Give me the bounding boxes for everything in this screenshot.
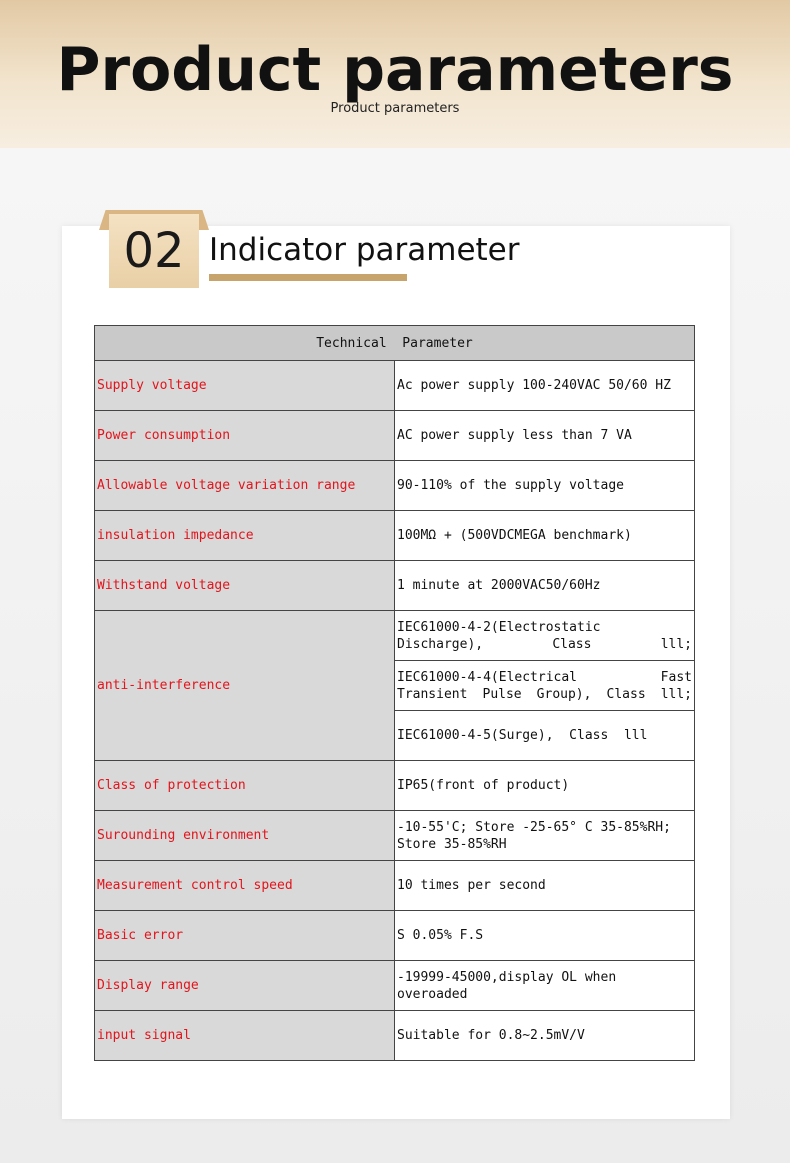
param-key: Class of protection xyxy=(95,761,395,811)
param-value: Ac power supply 100-240VAC 50/60 HZ xyxy=(395,361,695,411)
param-value: 100MΩ + (500VDCMEGA benchmark) xyxy=(395,511,695,561)
param-value: IP65(front of product) xyxy=(395,761,695,811)
header-banner xyxy=(0,0,790,148)
param-value: IEC61000-4-4(Electrical Fast Transient Pulse Group), Class lll; xyxy=(395,661,695,711)
param-value: -19999-45000,display OL when overoaded xyxy=(395,961,695,1011)
table-row xyxy=(95,361,695,411)
param-key: Measurement control speed xyxy=(95,861,395,911)
param-value: IEC61000-4-2(Electrostatic Discharge), Class lll; xyxy=(395,611,695,661)
param-value: Suitable for 0.8~2.5mV/V xyxy=(395,1011,695,1061)
param-value: 1 minute at 2000VAC50/60Hz xyxy=(395,561,695,611)
table-row xyxy=(95,761,695,811)
table-row xyxy=(95,811,695,861)
table-row xyxy=(95,461,695,511)
table-row xyxy=(95,561,695,611)
param-key: input signal xyxy=(95,1011,395,1061)
param-value: S 0.05% F.S xyxy=(395,911,695,961)
table-row xyxy=(95,411,695,461)
param-value: 10 times per second xyxy=(395,861,695,911)
table-row xyxy=(95,961,695,1011)
param-key: Basic error xyxy=(95,911,395,961)
table-row xyxy=(95,611,695,661)
param-value: AC power supply less than 7 VA xyxy=(395,411,695,461)
section-underline xyxy=(209,274,407,281)
table-row xyxy=(95,1011,695,1061)
section-number-badge xyxy=(109,214,199,288)
param-key: Surounding environment xyxy=(95,811,395,861)
banner-subtitle: Product parameters xyxy=(330,101,460,116)
param-key: anti-interference xyxy=(95,611,395,761)
banner-title: Product parameters xyxy=(56,35,734,105)
table-header: Technical Parameter xyxy=(95,326,695,361)
table-row xyxy=(95,511,695,561)
table-row xyxy=(95,911,695,961)
param-key: Power consumption xyxy=(95,411,395,461)
table-row xyxy=(95,861,695,911)
param-value: IEC61000-4-5(Surge), Class lll xyxy=(395,711,695,761)
param-value: -10-55'C; Store -25-65° C 35-85%RH; Store 35-85%RH xyxy=(395,811,695,861)
parameter-table xyxy=(94,325,695,1061)
param-key: Supply voltage xyxy=(95,361,395,411)
section-title: Indicator parameter xyxy=(209,232,520,268)
param-value: 90-110% of the supply voltage xyxy=(395,461,695,511)
param-key: Allowable voltage variation range xyxy=(95,461,395,511)
param-key: insulation impedance xyxy=(95,511,395,561)
param-key: Display range xyxy=(95,961,395,1011)
section-number: 02 xyxy=(123,223,185,279)
param-key: Withstand voltage xyxy=(95,561,395,611)
